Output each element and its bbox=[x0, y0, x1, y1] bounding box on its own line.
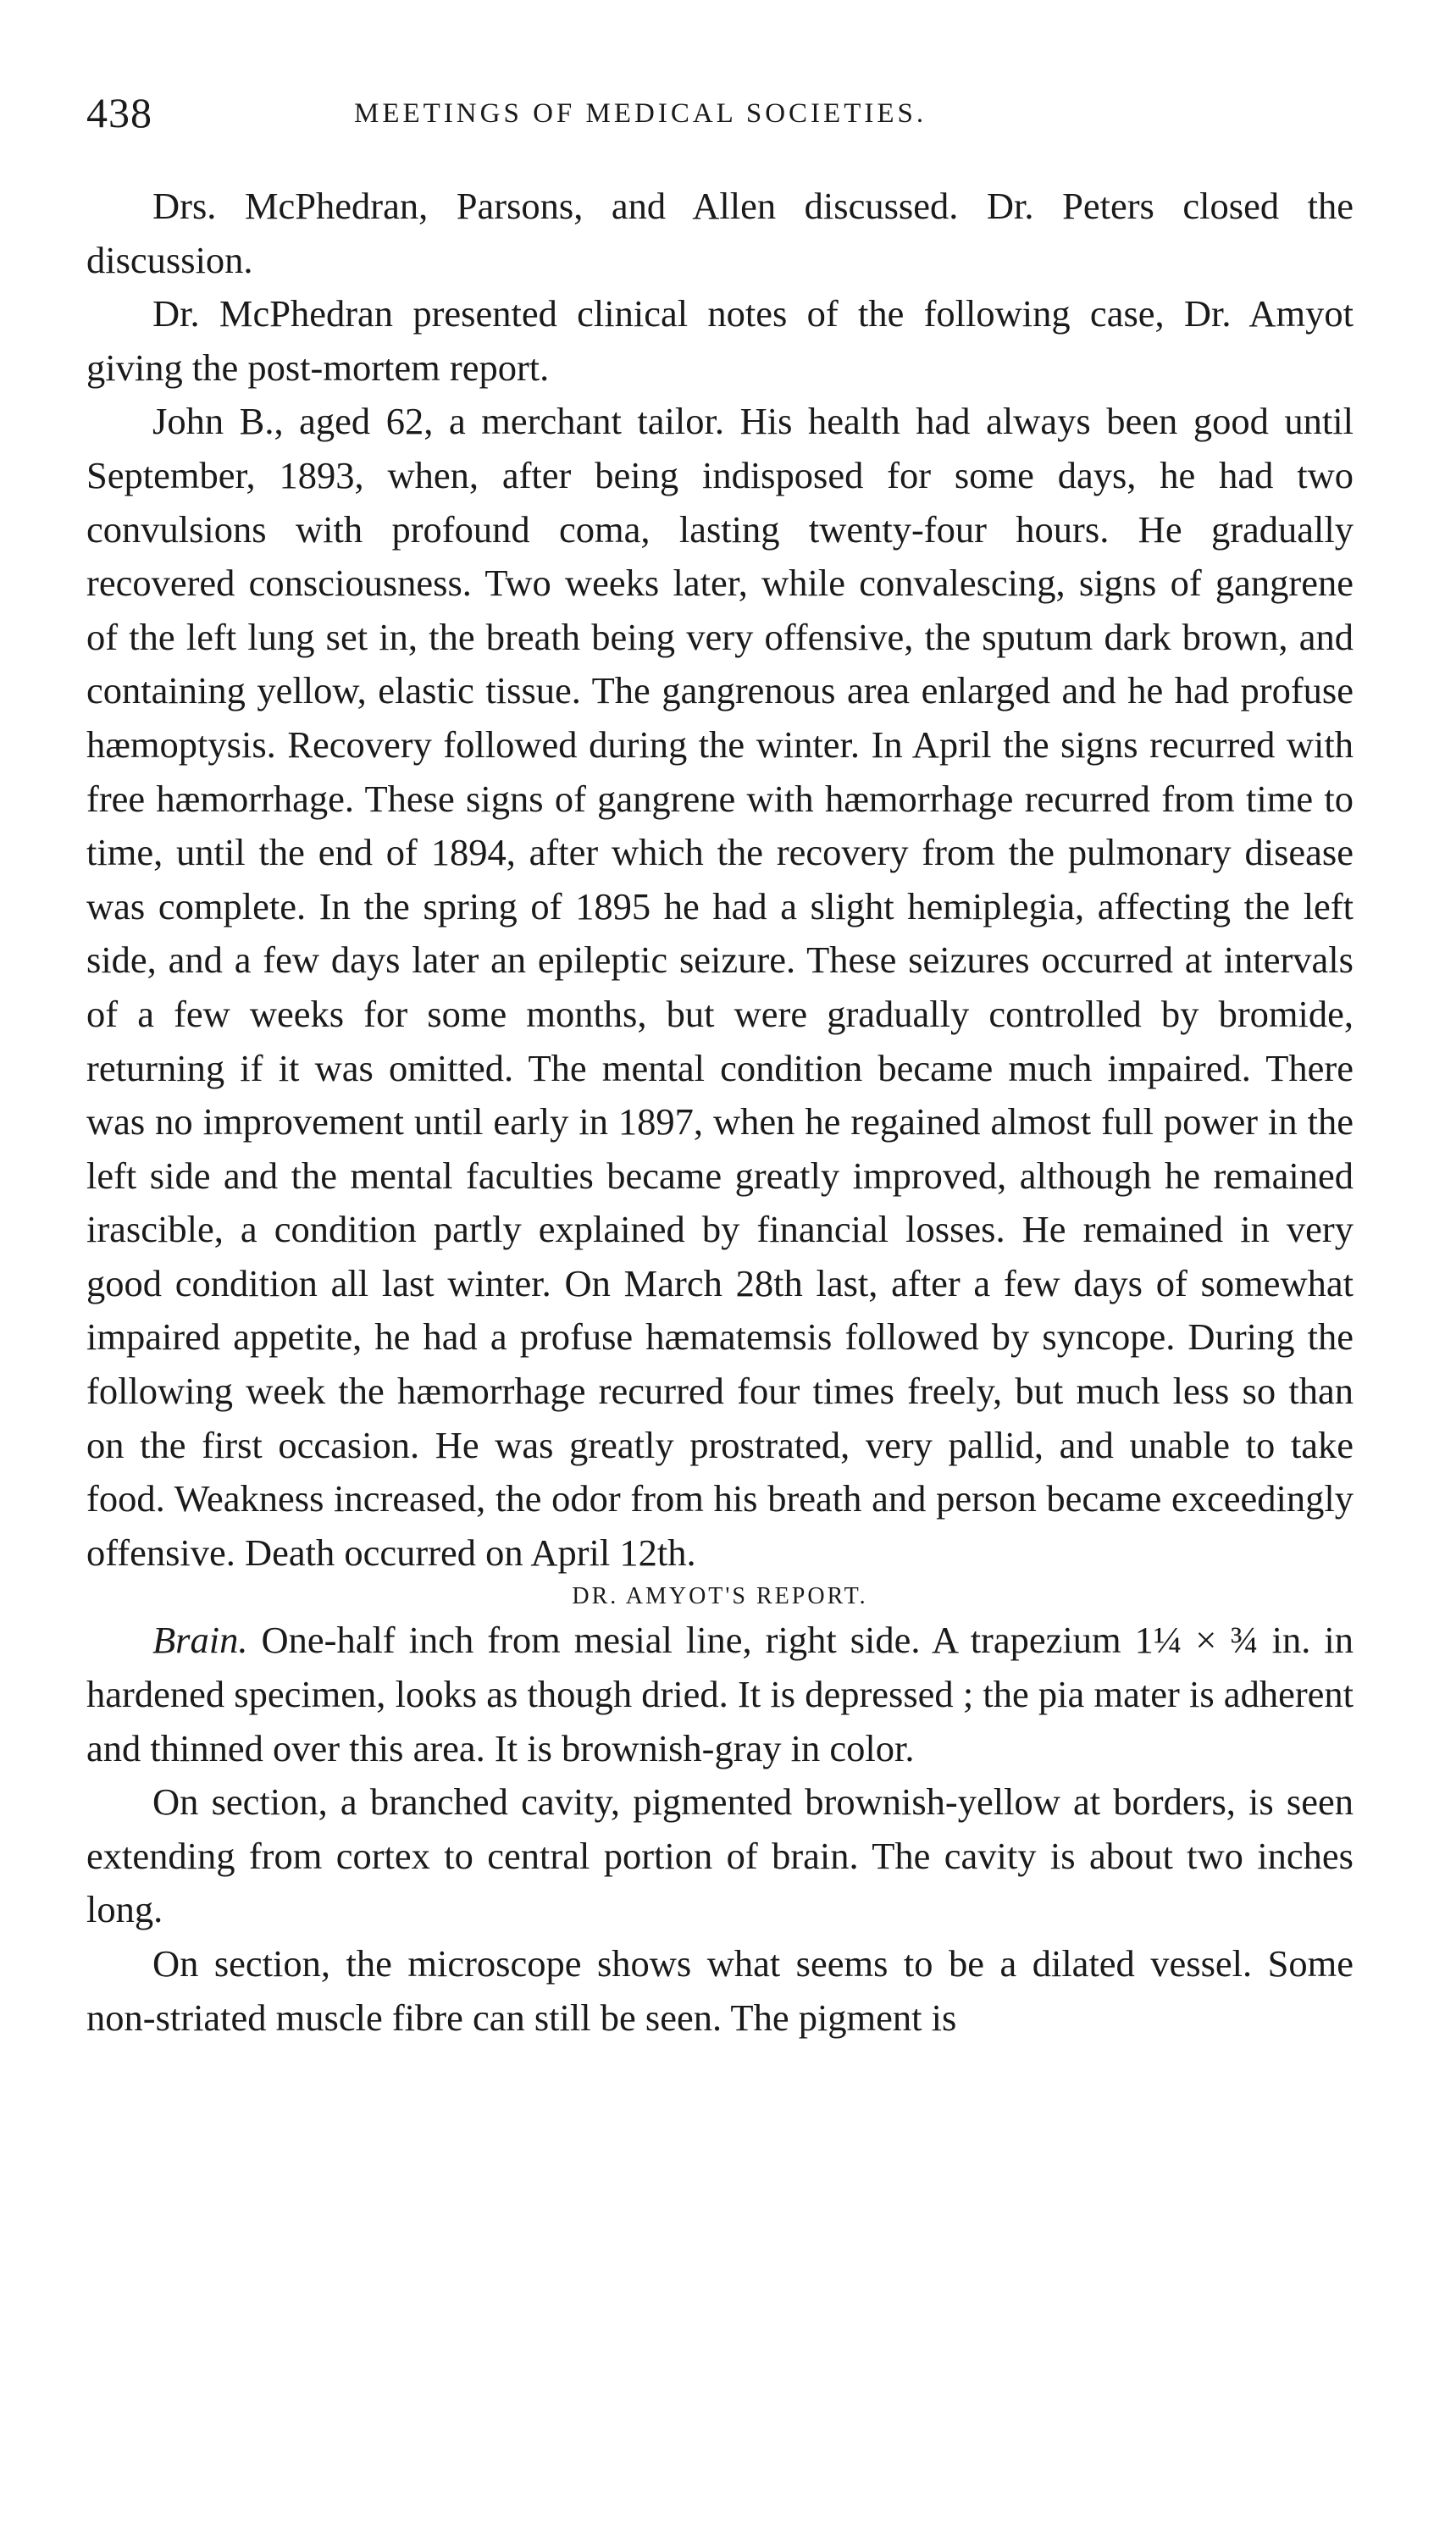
brain-run-in-label: Brain. bbox=[152, 1619, 248, 1662]
dimension-times-sign: × bbox=[1182, 1619, 1231, 1662]
paragraph-section-cavity: On section, a branched cavity, pigmented brownish-yellow at borders, is seen extending from cortex to central portion of brain. The cavity is about two inches long. bbox=[86, 1780, 1354, 1931]
paragraph-section-microscope: On section, the microscope shows what seems to be a dilated vessel. Some non-striated muscle fibre can still be seen. The pigment is bbox=[86, 1942, 1354, 2039]
brain-text-part-2: in. in hardened specimen, looks as though dried. It is depressed ; the pia mater is adherent and thinned over this area. It is brownish-gray in color. bbox=[86, 1619, 1354, 1769]
page-header bbox=[86, 88, 1357, 147]
paragraph-discussion: Drs. McPhedran, Parsons, and Allen discussed. Dr. Peters closed the discussion. bbox=[86, 185, 1354, 281]
page-number: 438 bbox=[86, 89, 152, 136]
dimension-height: ¾ bbox=[1230, 1619, 1259, 1662]
dimension-width: 1¼ bbox=[1134, 1619, 1182, 1662]
body-text bbox=[86, 180, 1354, 2045]
paragraph-case-intro: Dr. McPhedran presented clinical notes of the following case, Dr. Amyot giving the post-mortem report. bbox=[86, 292, 1354, 389]
running-head: MEETINGS OF MEDICAL SOCIETIES. bbox=[354, 98, 927, 129]
paragraph-case-history: John B., aged 62, a merchant tailor. His health had always been good until September, 1893, when, after being indisposed for some days, he had two convulsions with profound coma, lasting twenty-four hours. He gradually recovered consciousness. Two weeks later, while convalescing, signs of gangrene of the left lung set in, the breath being very offensive, the sputum dark brown, and containing yellow, elastic tissue. The gangrenous area enlarged and he had profuse hæmoptysis. Recovery followed during the winter. In April the signs recurred with free hæmorrhage. These signs of gangrene with hæmorrhage recurred from time to time, until the end of 1894, after which the recovery from the pulmonary disease was complete. In the spring of 1895 he had a slight hemiplegia, affecting the left side, and a few days later an epileptic seizure. These seizures occurred at intervals of a few weeks for some months, but were gradually controlled by bromide, returning if it was omitted. The mental condition became much impaired. There was no improvement until early in 1897, when he regained almost full power in the left side and the mental faculties became greatly improved, although he remained irascible, a condition partly explained by financial losses. He remained in very good condition all last winter. On March 28th last, after a few days of somewhat impaired appetite, he had a profuse hæmatemsis followed by syncope. During the following week the hæmorrhage recurred four times freely, but much less so than on the first occasion. He was greatly prostrated, very pallid, and unable to take food. Weakness increased, the odor from his breath and person became exceedingly offensive. Death occurred on April 12th. bbox=[86, 400, 1354, 1574]
brain-text-part-1: One-half inch from mesial line, right side. A trapezium bbox=[247, 1619, 1135, 1662]
section-heading: DR. AMYOT'S REPORT. bbox=[572, 1583, 868, 1610]
paragraph-brain bbox=[86, 1614, 1354, 1775]
